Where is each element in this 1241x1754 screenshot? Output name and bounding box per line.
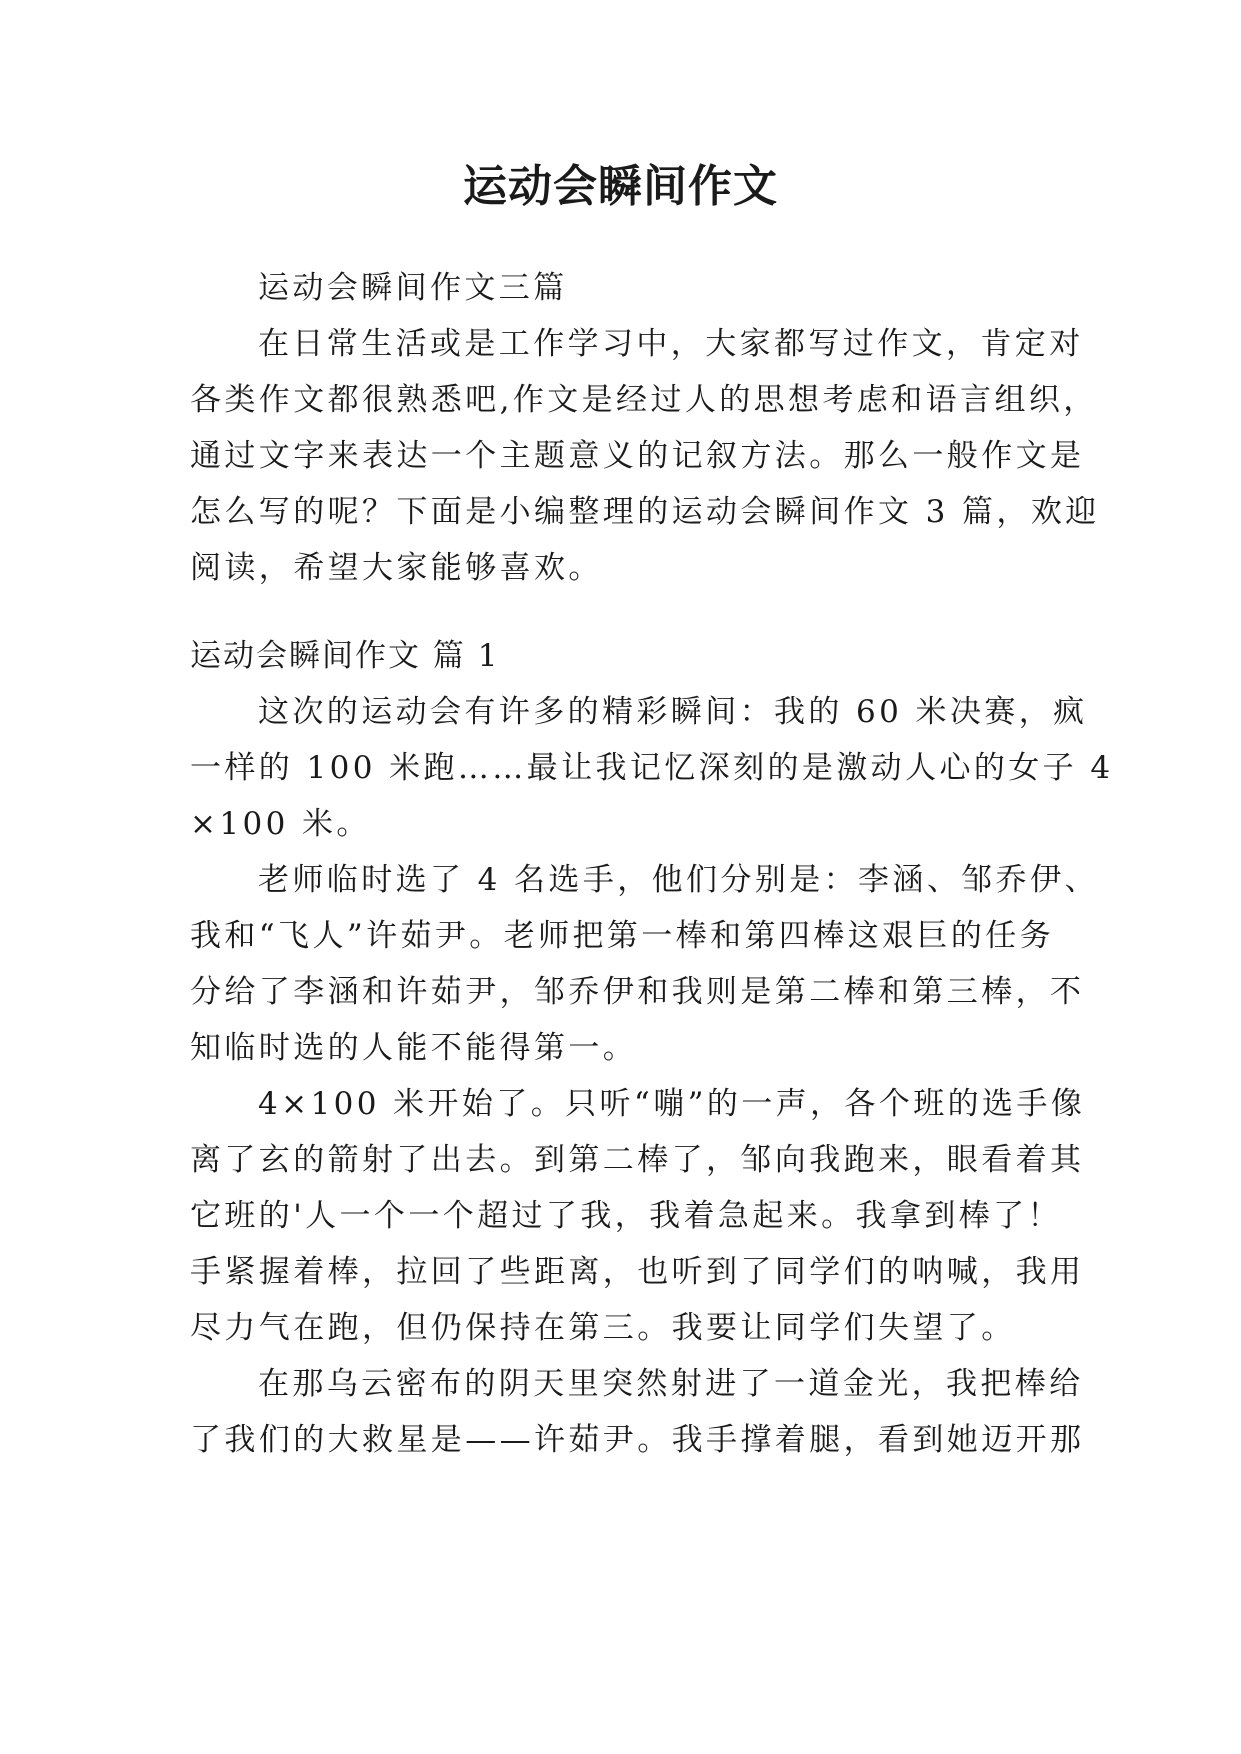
text-line: 各类作文都很熟悉吧,作文是经过人的思想考虑和语言组织，	[190, 382, 1098, 418]
text-line: 了我们的大救星是——许茹尹。我手撑着腿，看到她迈开那	[190, 1422, 1085, 1458]
text-line: 分给了李涵和许茹尹，邹乔伊和我则是第二棒和第三棒，不	[190, 974, 1085, 1010]
text-line: 尽力气在跑，但仍保持在第三。我要让同学们失望了。	[190, 1310, 1016, 1346]
document-title: 运动会瞬间作文	[463, 161, 778, 212]
text-line: ×100 米。	[190, 806, 371, 842]
text-line: 离了玄的箭射了出去。到第二棒了，邹向我跑来，眼看着其	[190, 1142, 1085, 1178]
text-line: 通过文字来表达一个主题意义的记叙方法。那么一般作文是	[190, 438, 1085, 474]
text-line: 知临时选的人能不能得第一。	[190, 1030, 638, 1066]
document-subtitle: 运动会瞬间作文三篇	[258, 270, 568, 306]
text-line: 怎么写的呢？下面是小编整理的运动会瞬间作文 3 篇，欢迎	[190, 494, 1100, 530]
text-line: 一样的 100 米跑……最让我记忆深刻的是激动人心的女子 4	[190, 750, 1114, 786]
section-heading: 运动会瞬间作文 篇 1	[190, 638, 500, 674]
text-line: 它班的'人一个一个超过了我，我着急起来。我拿到棒了！	[190, 1198, 1062, 1234]
text-line: 在日常生活或是工作学习中，大家都写过作文，肯定对	[258, 326, 1084, 362]
text-line: 阅读，希望大家能够喜欢。	[190, 550, 603, 586]
text-line: 这次的运动会有许多的精彩瞬间：我的 60 米决赛，疯	[258, 694, 1088, 730]
text-line: 手紧握着棒，拉回了些距离，也听到了同学们的呐喊，我用	[190, 1254, 1085, 1290]
text-line: 4×100 米开始了。只听“嘣”的一声，各个班的选手像	[258, 1086, 1086, 1122]
text-line: 老师临时选了 4 名选手，他们分别是：李涵、邹乔伊、	[258, 862, 1099, 898]
text-line: 我和“飞人”许茹尹。老师把第一棒和第四棒这艰巨的任务	[190, 918, 1055, 954]
text-line: 在那乌云密布的阴天里突然射进了一道金光，我把棒给	[258, 1366, 1084, 1402]
